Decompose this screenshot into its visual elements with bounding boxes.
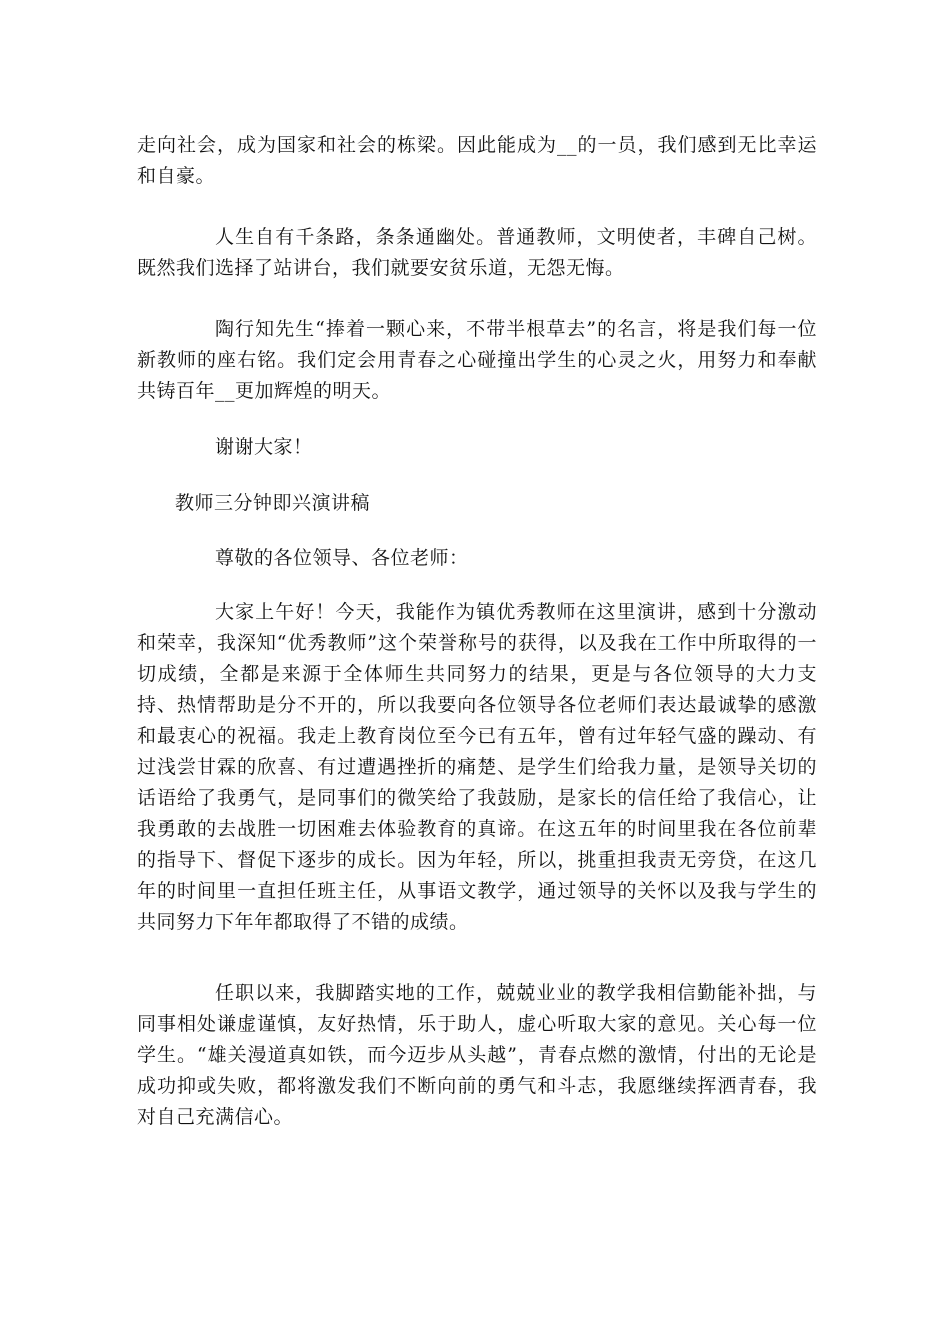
paragraph-greeting-body: 大家上午好！今天，我能作为镇优秀教师在这里演讲，感到十分激动和荣幸，我深知“优秀教师”这个荣誉称号的获得，以及我在工作中所取得的一切成绩，全都是来源于全体师生共同努力的结果，更是与各位领导的大力支持、热情帮助是分不开的，所以我要向各位领导各位老师们表达最诚挚的感激和最衷心的祝福。我走上教育岗位至今已有五年，曾有过年轻气盛的躁动、有过浅尝甘霖的欣喜、有过遭遇挫折的痛楚、是学生们给我力量，是领导关切的话语给了我勇气，是同事们的微笑给了我鼓励，是家长的信任给了我信心，让我勇敢的去战胜一切困难去体验教育的真谛。在这五年的时间里我在各位前辈的指导下、督促下逐步的成长。因为年轻，所以，挑重担我责无旁贷，在这几年的时间里一直担任班主任，从事语文教学，通过领导的关怀以及我与学生的共同努力下年年都取得了不错的成绩。 xyxy=(137,601,817,933)
paragraph-salutation: 尊敬的各位领导、各位老师： xyxy=(215,547,469,569)
paragraph-life-paths: 人生自有千条路，条条通幽处。普通教师，文明使者，丰碑自己树。既然我们选择了站讲台，我们就要安贫乐道，无怨无悔。 xyxy=(137,226,817,279)
paragraph-tao-xingzhi: 陶行知先生“捧着一颗心来，不带半根草去”的名言，将是我们每一位新教师的座右铭。我们定会用青春之心碰撞出学生的心灵之火，用努力和奉献共铸百年__更加辉煌的明天。 xyxy=(137,318,817,402)
paragraph-since-appointment: 任职以来，我脚踏实地的工作，兢兢业业的教学我相信勤能补拙，与同事相处谦虚谨慎，友好热情，乐于助人，虚心听取大家的意见。关心每一位学生。“雄关漫道真如铁，而今迈步从头越”，青春点燃的激情，付出的无论是成功抑或失败，都将激发我们不断向前的勇气和斗志，我愿继续挥洒青春，我对自己充满信心。 xyxy=(137,982,817,1128)
speech-title: 教师三分钟即兴演讲稿 xyxy=(175,492,371,514)
paragraph-thanks: 谢谢大家！ xyxy=(215,436,313,458)
paragraph-continuation: 走向社会，成为国家和社会的栋梁。因此能成为__的一员，我们感到无比幸运和自豪。 xyxy=(137,134,817,187)
